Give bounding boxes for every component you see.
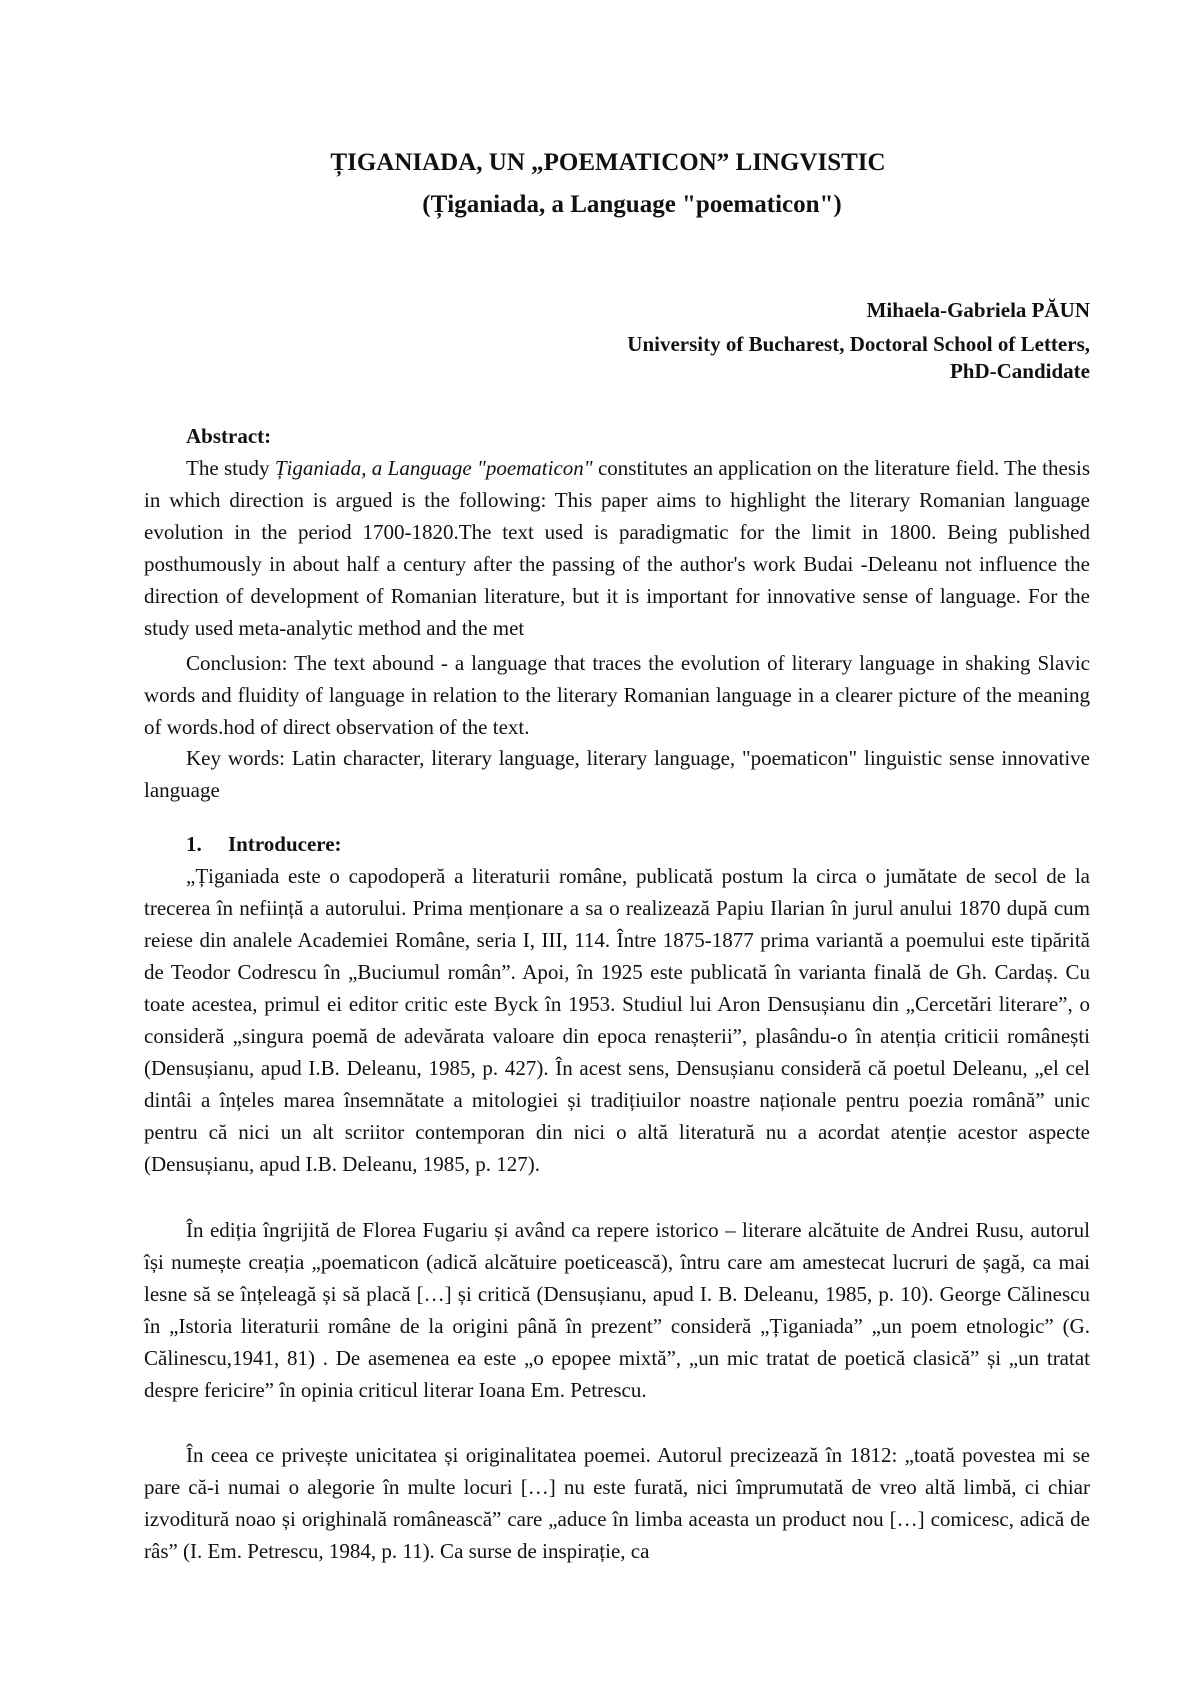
conclusion-text: Conclusion: The text abound - a language that traces the evolution of literary language in shaking Slavic words and fluidity of language in relation to the literary Romanian language in a clearer picture of the meaning of words.hod of direct observation of the text. (144, 651, 1090, 739)
intro-paragraph-2 (144, 1214, 1090, 1406)
introduction-heading (186, 830, 342, 858)
keywords-text: Key words: Latin character, literary language, literary language, "poematicon" linguistic sense innovative language (144, 746, 1090, 802)
author-name: Mihaela-Gabriela PĂUN (866, 298, 1090, 322)
abstract-title-italic: Țiganiada, a Language "poematicon" (274, 456, 593, 480)
paper-subtitle: (Țiganiada, a Language "poematicon") (422, 191, 842, 218)
abstract-paragraph (144, 452, 1090, 644)
author-position: PhD-Candidate (949, 359, 1090, 383)
section-title: Introducere: (228, 832, 342, 856)
abstract-keywords (144, 742, 1090, 806)
intro-paragraph-3 (144, 1439, 1090, 1567)
section-number: 1. (186, 832, 202, 856)
intro-paragraph-3-text: În ceea ce privește unicitatea și originalitatea poemei. Autorul precizează în 1812: „toată povestea mi se pare că-i numai o alegorie în multe locuri […] nu este furată, nici împrumutată de vreo altă limbă, ci chiar izvoditură noao și orighinală românească” care „aduce în limba aceasta un product nou […] comicesc, adică de râs” (I. Em. Petrescu, 1984, p. 11). Ca surse de inspirație, ca (144, 1443, 1090, 1563)
abstract-body: constitutes an application on the literature field. The thesis in which direction is argued is the following: This paper aims to highlight the literary Romanian language evolution in the period 1700-1820.The text used is paradigmatic for the limit in 1800. Being published posthumously in about half a century after the passing of the author's work Budai -Deleanu not influence the direction of development of Romanian literature, but it is important for innovative sense of language. For the study used meta-analytic method and the met (144, 456, 1090, 640)
author-affiliation: University of Bucharest, Doctoral School of Letters, (627, 332, 1090, 356)
paper-title: ȚIGANIADA, UN „POEMATICON” LINGVISTIC (330, 149, 886, 176)
abstract-lead: The study (186, 456, 275, 480)
intro-paragraph-1 (144, 860, 1090, 1180)
intro-paragraph-1-text: „Țiganiada este o capodoperă a literaturii române, publicată postum la circa o jumătate de secol de la trecerea în neființă a autorului. Prima menționare a sa o realizează Papiu Ilarian în jurul anului 1870 după cum reiese din analele Academiei Române, seria I, III, 114. Între 1875-1877 prima variantă a poemului este tipărită de Teodor Codrescu în „Buciumul român”. Apoi, în 1925 este publicată în varianta finală de Gh. Cardaș. Cu toate acestea, primul ei editor critic este Byck în 1953. Studiul lui Aron Densușianu din „Cercetări literare”, o consideră „singura poemă de adevărata valoare din epoca renașterii”, plasându-o în atenția criticii românești (Densușianu, apud I.B. Deleanu, 1985, p. 427). În acest sens, Densușianu consideră că poetul Deleanu, „el cel dintâi a înțeles marea însemnătate a mitologiei și tradițiuilor noastre naționale pentru poezia română” unic pentru că nici un alt scriitor contemporan din nici o altă literatură nu a acordat atenție acestor aspecte (Densușianu, apud I.B. Deleanu, 1985, p. 127). (144, 864, 1090, 1176)
abstract-conclusion (144, 647, 1090, 743)
intro-paragraph-2-text: În ediția îngrijită de Florea Fugariu și având ca repere istorico – literare alcătuite de Andrei Rusu, autorul își numește creația „poematicon (adică alcătuire poeticească), întru care am amestecat lucruri de șagă, ca mai lesne să se înțeleagă și să placă […] și critică (Densușianu, apud I. B. Deleanu, 1985, p. 10). George Călinescu în „Istoria literaturii române de la origini până în prezent” consideră „Țiganiada” „un poem etnologic” (G. Călinescu,1941, 81) . De asemenea ea este „o epopee mixtă”, „un mic tratat de poetică clasică” și „un tratat despre fericire” în opinia criticul literar Ioana Em. Petrescu. (144, 1218, 1090, 1402)
abstract-heading: Abstract: (186, 424, 272, 448)
